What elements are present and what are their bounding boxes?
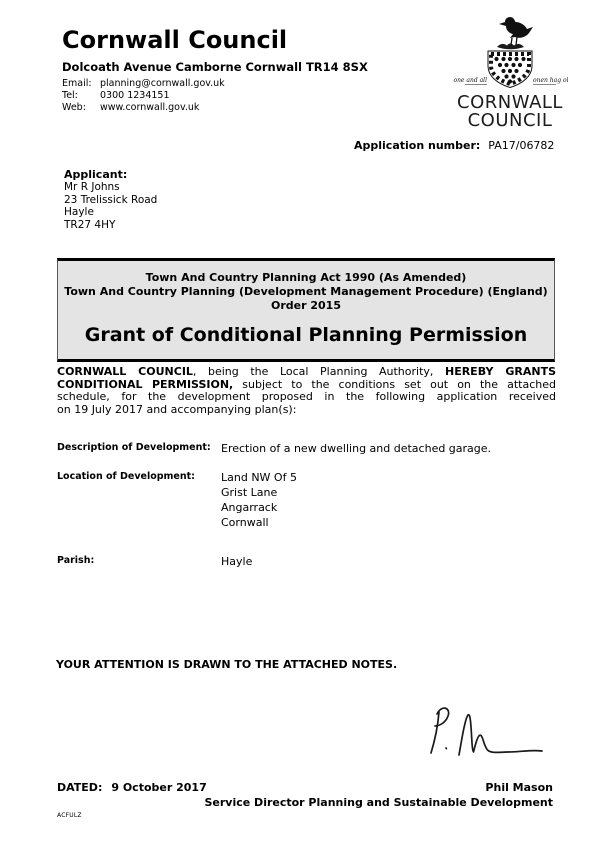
location-line: Angarrack: [221, 501, 278, 514]
footer-dated-row: [57, 781, 553, 794]
council-address: Dolcoath Avenue Camborne Cornwall TR14 8SX: [62, 60, 368, 74]
email-value: planning@cornwall.gov.uk: [100, 78, 225, 89]
motto-left: one and all: [453, 77, 487, 84]
email-label: Email:: [62, 78, 92, 89]
contact-block: [62, 78, 368, 114]
tel-label: Tel:: [62, 90, 78, 101]
handwritten-signature-icon: [415, 700, 555, 762]
grant-paragraph: [57, 366, 556, 416]
parish-row: [57, 554, 556, 569]
page-title: Cornwall Council: [62, 26, 288, 54]
web-label: Web:: [62, 102, 86, 113]
grant-text: CORNWALL COUNCIL: [57, 365, 193, 378]
grant-text: HEREBY GRANTS: [444, 365, 556, 378]
applicant-address-line: Hayle: [64, 206, 94, 218]
grant-text: , being the Local Planning Authority,: [192, 365, 445, 378]
logo-wordmark-line2: COUNCIL: [467, 109, 553, 131]
dated-label: DATED:: [57, 781, 103, 794]
act-line-2: Town And Country Planning (Development Management Procedure) (England): [64, 285, 548, 298]
attention-note: YOUR ATTENTION IS DRAWN TO THE ATTACHED NOTES.: [56, 658, 398, 671]
location-line: Land NW Of 5: [221, 471, 297, 484]
act-line-1: Town And Country Planning Act 1990 (As Amended): [145, 271, 467, 284]
planning-act-notice-box: [57, 258, 555, 362]
grant-paragraph-line: schedule, for the development proposed in the following application received: [57, 390, 556, 404]
application-number-value: PA17/06782: [488, 139, 555, 152]
motto-right: onen hag oll: [533, 77, 568, 84]
location-line: Cornwall: [221, 516, 269, 529]
signatory-title: Service Director Planning and Sustainable Development: [204, 796, 553, 809]
contact-web-row: [62, 102, 368, 114]
contact-email-row: [62, 78, 368, 90]
dated-value: 9 October 2017: [111, 781, 207, 794]
grant-title: Grant of Conditional Planning Permission: [84, 324, 528, 346]
grant-paragraph-line: on 19 July 2017 and accompanying plan(s):: [57, 402, 297, 416]
application-number-label: Application number:: [354, 139, 481, 152]
applicant-name: Mr R Johns: [64, 181, 120, 193]
signature-image: [415, 700, 555, 766]
act-line-3: Order 2015: [271, 299, 341, 312]
description-value: Erection of a new dwelling and detached garage.: [221, 442, 492, 455]
letterhead: [62, 26, 368, 114]
location-label: Location of Development:: [57, 471, 195, 482]
contact-tel-row: [62, 90, 368, 102]
signatory-name: Phil Mason: [485, 781, 553, 794]
tel-value: 0300 1234151: [100, 90, 170, 101]
document-code: ACFULZ: [57, 812, 82, 819]
applicant-label: Applicant:: [64, 168, 128, 181]
grant-text: subject to the conditions set out on the attached: [233, 377, 557, 391]
applicant-address-line: TR27 4HY: [64, 218, 116, 231]
cornwall-crest-icon: [452, 10, 568, 90]
location-value: [221, 470, 297, 530]
logo-wordmark-line1: CORNWALL: [457, 92, 563, 113]
location-line: Grist Lane: [221, 486, 278, 499]
cornwall-council-logo: [452, 10, 568, 129]
location-of-development-row: [57, 470, 556, 530]
grant-text: CONDITIONAL PERMISSION,: [57, 377, 234, 391]
description-of-development-row: [57, 441, 556, 456]
web-value: www.cornwall.gov.uk: [100, 102, 200, 113]
parish-label: Parish:: [57, 555, 95, 566]
applicant-address-line: 23 Trelissick Road: [64, 193, 158, 206]
parish-value: Hayle: [221, 555, 253, 568]
description-label: Description of Development:: [57, 442, 211, 453]
applicant-block: [64, 168, 157, 231]
application-number: [354, 139, 554, 152]
dated-block: [57, 781, 207, 794]
